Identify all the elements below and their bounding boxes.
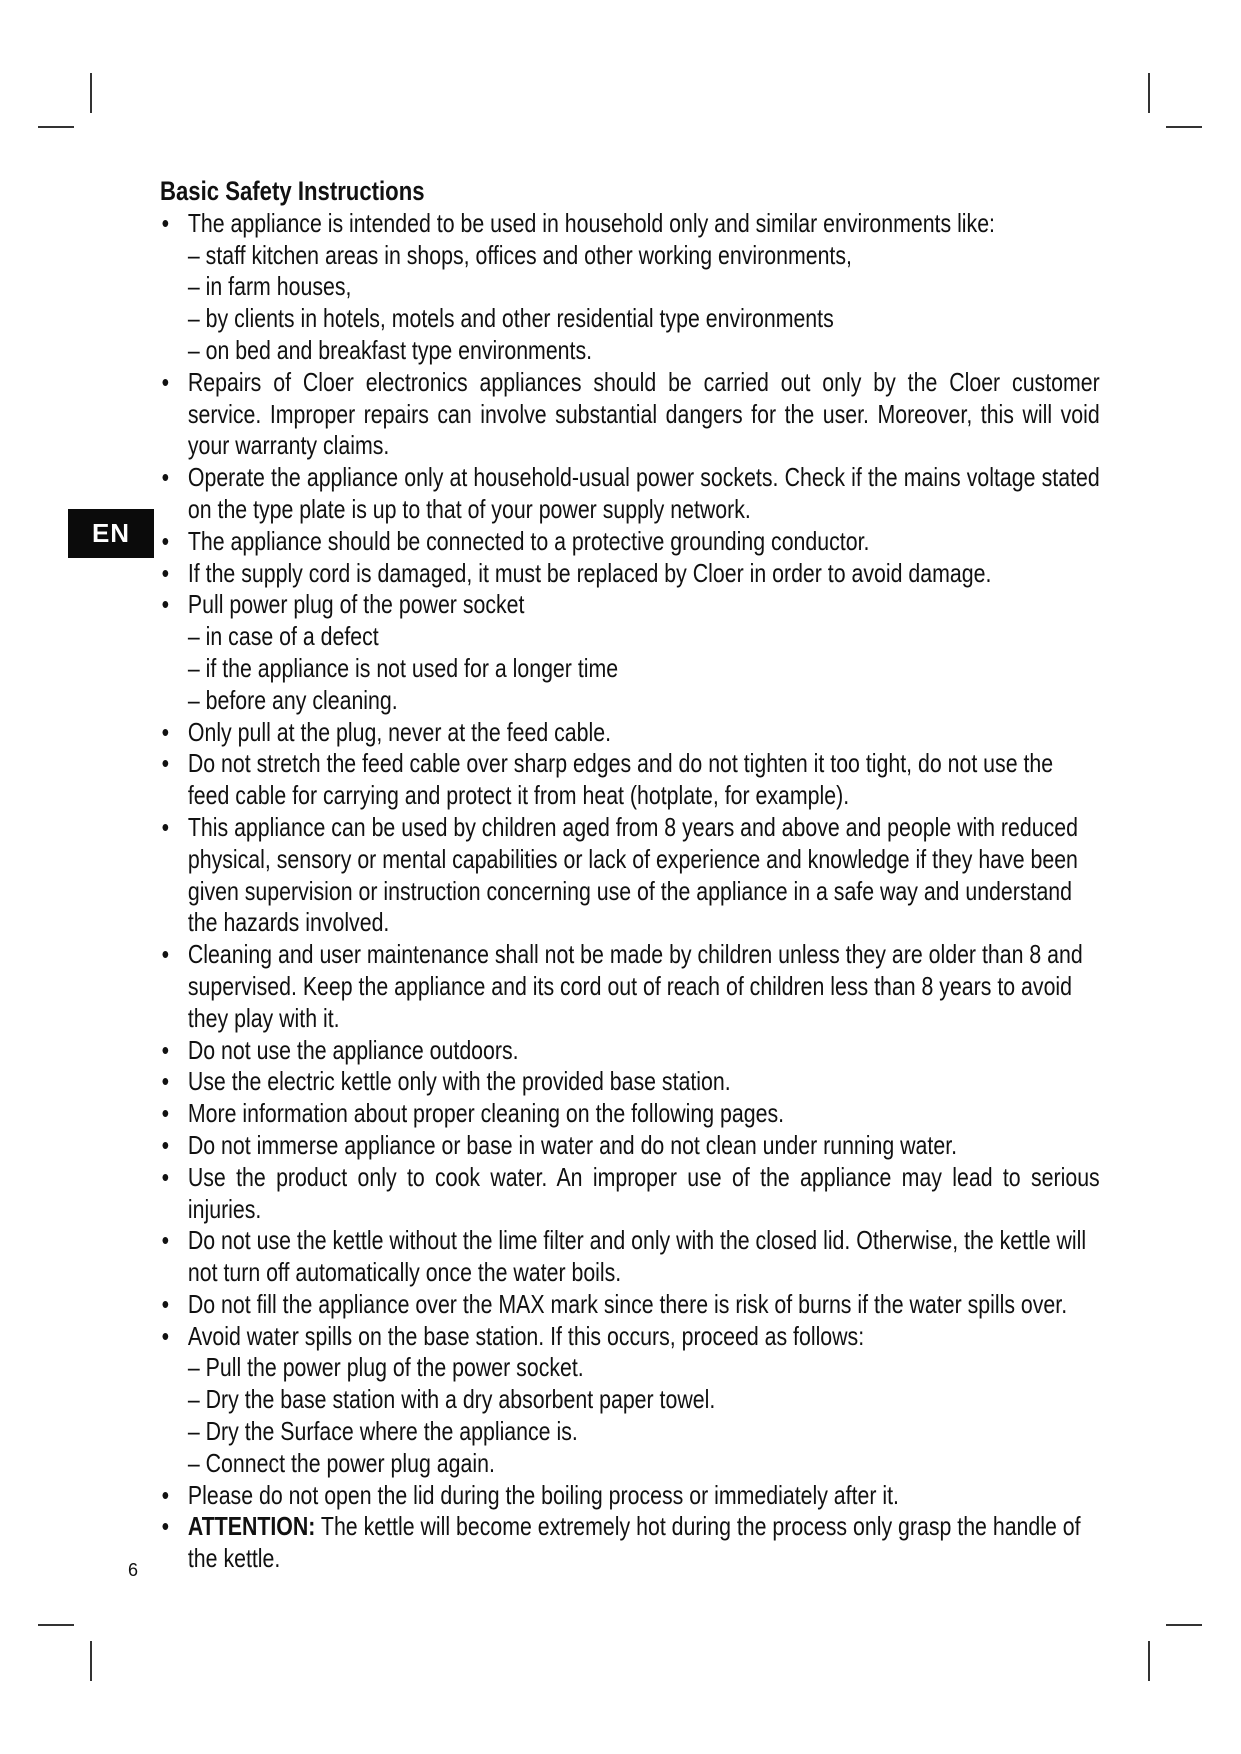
crop-mark-bottom-left-horizontal xyxy=(38,1624,74,1626)
item-text: Avoid water spills on the base station. If this occurs, proceed as follows: xyxy=(187,1320,865,1351)
item-text: If the supply cord is damaged, it must be replaced by Cloer in order to avoid damage. xyxy=(187,557,992,588)
item-text: Do not use the appliance outdoors. xyxy=(187,1034,519,1065)
list-item xyxy=(160,1130,1100,1162)
sub-item: – Dry the Surface where the appliance is. xyxy=(188,1416,1100,1448)
sub-list xyxy=(188,1352,1100,1479)
sub-item: – Pull the power plug of the power socket. xyxy=(188,1352,1100,1384)
attention-label: ATTENTION: xyxy=(187,1511,316,1542)
list-item xyxy=(160,208,1100,367)
crop-mark-top-left-vertical xyxy=(90,73,92,113)
list-item xyxy=(160,939,1100,1034)
list-item xyxy=(160,1035,1100,1067)
list-item xyxy=(160,367,1100,462)
item-text: Pull power plug of the power socket xyxy=(187,589,525,620)
sub-item: – staff kitchen areas in shops, offices and other working environments, xyxy=(188,240,1100,272)
item-text: Please do not open the lid during the boiling process or immediately after it. xyxy=(187,1479,899,1510)
attention-item xyxy=(160,1511,1100,1575)
item-text: Only pull at the plug, never at the feed cable. xyxy=(187,716,612,747)
safety-instructions-section xyxy=(160,176,1100,1575)
crop-mark-bottom-left-vertical xyxy=(90,1641,92,1681)
sub-list xyxy=(188,621,1100,716)
list-item xyxy=(160,1098,1100,1130)
page-number: 6 xyxy=(128,1560,139,1580)
section-title: Basic Safety Instructions xyxy=(160,176,425,206)
list-item xyxy=(160,1321,1100,1480)
item-text: Do not use the kettle without the lime filter and only with the closed lid. Otherwise, the kettle will not turn off automatically once the water boils. xyxy=(187,1225,1087,1288)
crop-mark-top-right-horizontal xyxy=(1166,126,1202,128)
list-item xyxy=(160,1066,1100,1098)
sub-item: – Connect the power plug again. xyxy=(188,1448,1100,1480)
item-text: More information about proper cleaning on the following pages. xyxy=(187,1098,785,1129)
list-item xyxy=(160,1225,1100,1289)
list-item xyxy=(160,526,1100,558)
item-text: Do not stretch the feed cable over sharp edges and do not tighten it too tight, do not use the feed cable for carrying and protect it from heat (hotplate, for example). xyxy=(187,748,1054,811)
item-text: Use the electric kettle only with the provided base station. xyxy=(187,1066,731,1097)
item-text: The appliance is intended to be used in household only and similar environments like: xyxy=(187,207,995,238)
item-text: Do not immerse appliance or base in water and do not clean under running water. xyxy=(187,1129,958,1160)
crop-mark-bottom-right-horizontal xyxy=(1166,1624,1202,1626)
sub-item: – on bed and breakfast type environments. xyxy=(188,335,1100,367)
sub-item: – in farm houses, xyxy=(188,271,1100,303)
attention-text: The kettle will become extremely hot during the process only grasp the handle of the kettle. xyxy=(187,1511,1081,1574)
language-tab-label: EN xyxy=(91,518,131,548)
item-text: Use the product only to cook water. An improper use of the appliance may lead to serious injuries. xyxy=(187,1161,1100,1224)
item-text: Cleaning and user maintenance shall not be made by children unless they are older than 8 and supervised. Keep the appliance and its cord out of reach of children less than 8 years to avoid they play with it. xyxy=(187,939,1083,1033)
sub-item: – if the appliance is not used for a longer time xyxy=(188,653,1100,685)
list-item xyxy=(160,462,1100,526)
list-item xyxy=(160,1162,1100,1226)
sub-item: – by clients in hotels, motels and other residential type environments xyxy=(188,303,1100,335)
list-item xyxy=(160,717,1100,749)
sub-item: – Dry the base station with a dry absorbent paper towel. xyxy=(188,1384,1100,1416)
item-text: The appliance should be connected to a protective grounding conductor. xyxy=(187,525,870,556)
list-item xyxy=(160,812,1100,939)
item-text: Operate the appliance only at household-usual power sockets. Check if the mains voltage stated on the type plate is up to that of your power supply network. xyxy=(187,462,1100,524)
language-tab xyxy=(68,509,154,558)
crop-mark-bottom-right-vertical xyxy=(1148,1641,1150,1681)
sub-item: – in case of a defect xyxy=(188,621,1100,653)
list-item xyxy=(160,1480,1100,1512)
list-item xyxy=(160,558,1100,590)
sub-list xyxy=(188,240,1100,367)
list-item xyxy=(160,1289,1100,1321)
instruction-list xyxy=(160,208,1100,1575)
item-text: This appliance can be used by children aged from 8 years and above and people with reduced physical, sensory or mental capabilities or lack of experience and knowledge if they have been given supervision or instruction concerning use of the appliance in a safe way and understand the hazards involved. xyxy=(187,811,1078,938)
list-item xyxy=(160,589,1100,716)
crop-mark-top-right-vertical xyxy=(1148,73,1150,113)
item-text: Do not fill the appliance over the MAX mark since there is risk of burns if the water spills over. xyxy=(187,1288,1068,1319)
list-item xyxy=(160,748,1100,812)
sub-item: – before any cleaning. xyxy=(188,685,1100,717)
crop-mark-top-left-horizontal xyxy=(38,126,74,128)
item-text: Repairs of Cloer electronics appliances should be carried out only by the Cloer customer service. Improper repairs can involve substantial dangers for the user. Moreover, this will void your warranty claims. xyxy=(187,366,1100,461)
